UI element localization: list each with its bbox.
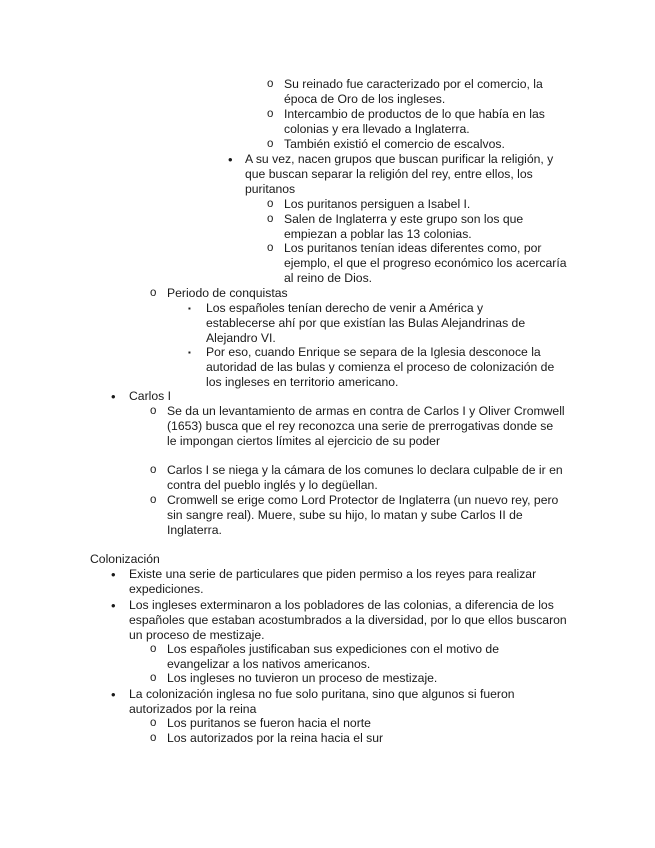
- list-item-text: Carlos I: [129, 389, 171, 403]
- list-item-text: Los puritanos persiguen a Isabel I.: [284, 197, 471, 211]
- disc-bullet-icon: •: [111, 567, 116, 582]
- list-item: [188, 301, 553, 346]
- hollow-bullet-icon: o: [150, 464, 157, 476]
- list-item: [111, 389, 411, 404]
- list-item: [150, 671, 530, 686]
- list-item-text: Existe una serie de particulares que piden permiso a los reyes para realizar expediciones.: [129, 567, 537, 596]
- hollow-bullet-icon: o: [150, 287, 157, 299]
- hollow-bullet-icon: o: [150, 672, 157, 684]
- list-item: [267, 77, 567, 107]
- list-item-text: La colonización inglesa no fue solo puritana, sino que algunos si fueron autorizados por la reina: [129, 687, 515, 716]
- list-item: [111, 567, 571, 597]
- list-item-text: Se da un levantamiento de armas en contra de Carlos I y Oliver Cromwell (1653) busca que el rey reconozca una serie de prerrogativas donde se le impongan ciertos límites al ejercicio de su poder: [167, 404, 565, 448]
- list-item-text: Los ingleses exterminaron a los pobladores de las colonias, a diferencia de los españoles que estaban acostumbrados a la diversidad, por lo que ellos buscaron un proceso de mestizaje.: [129, 598, 567, 642]
- list-item-text: Periodo de conquistas: [167, 286, 288, 300]
- list-item: [228, 152, 573, 197]
- list-item: [150, 286, 450, 301]
- hollow-bullet-icon: o: [150, 405, 157, 417]
- list-item: [267, 137, 567, 152]
- list-item-text: Intercambio de productos de lo que había en las colonias y era llevado a Inglaterra.: [284, 107, 545, 136]
- hollow-bullet-icon: o: [267, 108, 274, 120]
- hollow-bullet-icon: o: [150, 494, 157, 506]
- list-item-text: Los puritanos tenían ideas diferentes como, por ejemplo, el que el progreso económico los acercaría al reino de Dios.: [284, 241, 567, 285]
- disc-bullet-icon: •: [111, 389, 116, 404]
- list-item-text: Carlos I se niega y la cámara de los comunes lo declara culpable de ir en contra del pueblo inglés y lo degüellan.: [167, 463, 563, 492]
- list-item: [267, 197, 567, 212]
- list-item-text: A su vez, nacen grupos que buscan purificar la religión, y que buscan separar la religión del rey, entre ellos, los puritanos: [245, 152, 554, 196]
- list-item-text: También existió el comercio de escalvos.: [284, 137, 505, 151]
- list-item: [111, 687, 551, 717]
- list-item: [188, 345, 573, 390]
- list-item-text: Los españoles justificaban sus expediciones con el motivo de evangelizar a los nativos americanos.: [167, 642, 499, 671]
- hollow-bullet-icon: o: [150, 732, 157, 744]
- square-bullet-icon: ▪: [188, 348, 191, 357]
- hollow-bullet-icon: o: [150, 717, 157, 729]
- list-item: [150, 642, 530, 672]
- list-item-text: Por eso, cuando Enrique se separa de la Iglesia desconoce la autoridad de las bulas y comienza el proceso de colonización de los ingleses en territorio americano.: [206, 345, 555, 389]
- list-item: [150, 463, 570, 493]
- list-item-text: Los puritanos se fueron hacia el norte: [167, 716, 371, 730]
- disc-bullet-icon: •: [228, 152, 233, 167]
- list-item: [267, 212, 557, 242]
- list-item: [150, 731, 530, 746]
- square-bullet-icon: ▪: [188, 304, 191, 313]
- hollow-bullet-icon: o: [267, 213, 274, 225]
- list-item: [150, 716, 530, 731]
- list-item: [150, 493, 570, 538]
- hollow-bullet-icon: o: [267, 242, 274, 254]
- section-heading: Colonización: [90, 552, 160, 566]
- disc-bullet-icon: •: [111, 687, 116, 702]
- list-item-text: Los españoles tenían derecho de venir a América y establecerse ahí por que existían las Bulas Alejandrinas de Alejandro VI.: [206, 301, 526, 345]
- hollow-bullet-icon: o: [267, 138, 274, 150]
- hollow-bullet-icon: o: [267, 198, 274, 210]
- list-item: [150, 404, 565, 449]
- hollow-bullet-icon: o: [267, 78, 274, 90]
- list-item-text: Los ingleses no tuvieron un proceso de mestizaje.: [167, 671, 438, 685]
- list-item: [111, 598, 571, 643]
- list-item-text: Su reinado fue caracterizado por el comercio, la época de Oro de los ingleses.: [284, 77, 543, 106]
- list-item-text: Los autorizados por la reina hacia el sur: [167, 731, 384, 745]
- list-item: [267, 241, 567, 286]
- list-item: [267, 107, 572, 137]
- list-item-text: Cromwell se erige como Lord Protector de Inglaterra (un nuevo rey, pero sin sangre real). Muere, sube su hijo, lo matan y sube Carlos II de Inglaterra.: [167, 493, 559, 537]
- list-item-text: Salen de Inglaterra y este grupo son los que empiezan a poblar las 13 colonias.: [284, 212, 524, 241]
- disc-bullet-icon: •: [111, 598, 116, 613]
- hollow-bullet-icon: o: [150, 643, 157, 655]
